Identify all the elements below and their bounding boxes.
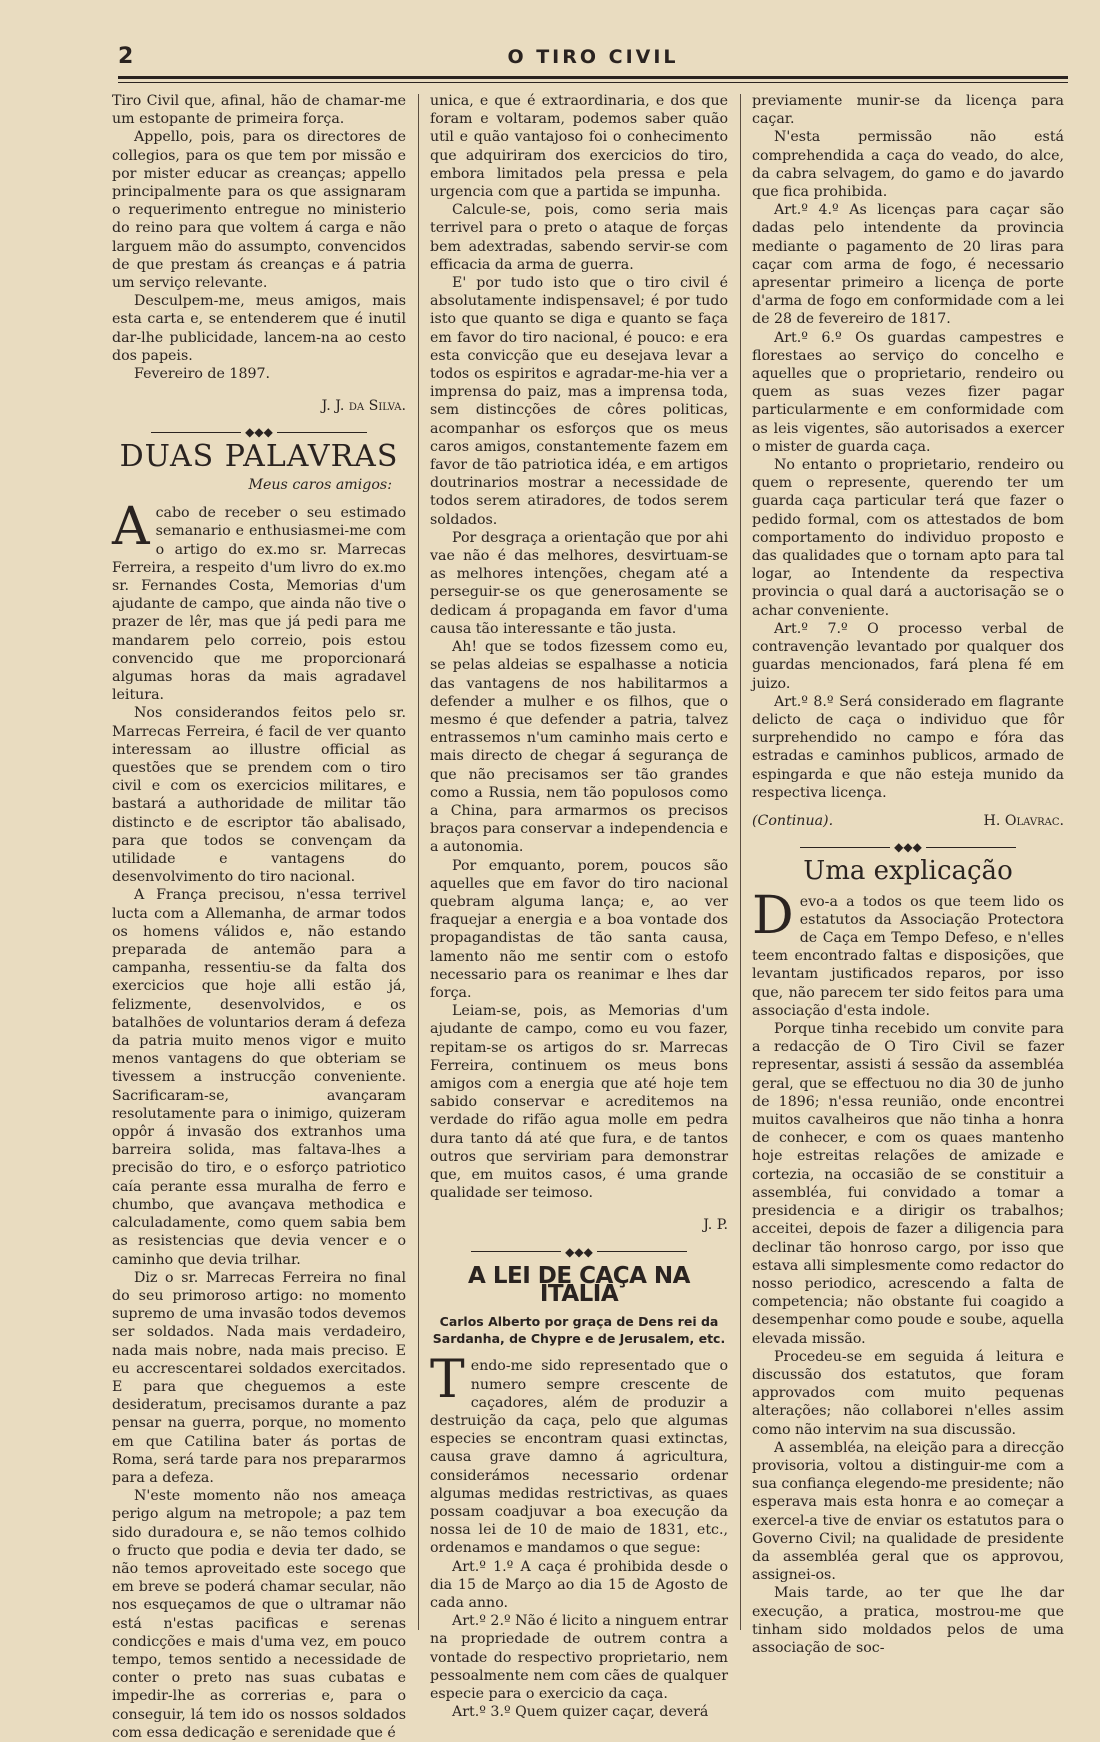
paragraph: Diz o sr. Marrecas Ferreira no final do seu primoroso artigo: no momento supremo de uma invasão todos devemos ser soldados. Nada mais verdadeiro, nada mais nobre, nada mais preciso. E eu accrescentarei soldados exercitados. E para que cheguemos a este desideratum, precisamos durante a paz pensar na guerra, porque, no momento em que Catilina bater ás portas de Roma, será tarde para nos prepararmos para a defeza. bbox=[112, 1269, 406, 1486]
masthead-title: O TIRO CIVIL bbox=[507, 46, 679, 68]
paragraph: Mais tarde, ao ter que lhe dar execução, a pratica, mostrou-me que tinham sido moldados pelos de uma associação de soc- bbox=[752, 1585, 1064, 1656]
paragraph: Art.º 7.º O processo verbal de contravenção levantado por qualquer dos guardas mencionados, fará plena fé em juizo. bbox=[752, 620, 1064, 692]
dateline: Fevereiro de 1897. bbox=[134, 366, 271, 383]
paragraph: Tiro Civil que, afinal, hão de chamar-me um estopante de primeira força. bbox=[112, 93, 406, 128]
paragraph: Art.º 1.º A caça é prohibida desde o dia 15 de Março ao dia 15 de Agosto de cada anno. bbox=[430, 1558, 728, 1611]
paragraph: Art.º 2.º Não é licito a ninguem entrar na propriedade de outrem contra a vontade do respectivo proprietario, nem pessoalmente nem com cães de qualquer especie para o exercicio da caça. bbox=[430, 1613, 728, 1702]
column-divider bbox=[740, 94, 741, 1630]
header-rule-thin bbox=[118, 82, 1068, 83]
drop-cap: A bbox=[112, 497, 150, 558]
paragraph: Desculpem-me, meus amigos, mais esta carta e, se entenderem que é inutil dar-lhe publicidade, lancem-na ao cesto dos papeis. bbox=[112, 293, 406, 364]
header-rule bbox=[118, 76, 1068, 79]
paragraph: Ah! que se todos fizessem como eu, se pelas aldeias se espalhasse a noticia das vantagens de nos habilitarmos a defender a mulher e os filhos, que o mesmo é que defender a patria, talvez entrassemos n'um caminho mais certo e mais directo de chegar á segurança de que não precisamos ser tão grandes como a Russia, nem tão populosos como a China, para armarmos os precisos braços para conservar a independencia e a autonomia. bbox=[430, 639, 728, 856]
paragraph: N'esta permissão não está comprehendida a caça do veado, do alce, da cabra selvagem, do gamo e do javardo que fica prohibida. bbox=[752, 129, 1064, 201]
paragraph: A assembléa, na eleição para a direcção provisoria, voltou a distinguir-me com a sua confiança elegendo-me presidente; não esperava mais esta honra e ao começar a exercel-a tive de enviar os estatutos para o Governo Civil; na qualidade de presidente da assembléa geral que os approvou, assignei-os. bbox=[752, 1439, 1064, 1584]
paragraph: No entanto o proprietario, rendeiro ou quem o represente, querendo ter um guarda caça particular terá que fazer o pedido formal, com os attestados de bom comportamento do individuo proposto e das qualidades que o tornam apto para tal logar, ao Intendente da respectiva provincia o qual dará a auctorisação se o achar conveniente. bbox=[752, 457, 1064, 619]
page-number: 2 bbox=[118, 44, 134, 69]
continuation-line bbox=[752, 812, 1064, 830]
article-subtitle: Carlos Alberto por graça de Dens rei da Sardanha, de Chypre e de Jerusalem, etc. bbox=[432, 1314, 726, 1347]
drop-cap: D bbox=[752, 885, 794, 946]
signature: J. P. bbox=[703, 1217, 728, 1234]
paragraph: unica, e que é extraordinaria, e dos que foram e voltaram, podemos saber quão util e quão vantajoso foi o conhecimento que adquiriram dos exercicios do tiro, embora limitados pela pressa e pela urgencia com que a partida se impunha. bbox=[430, 93, 728, 201]
paragraph: Calcule-se, pois, como seria mais terrivel para o preto o ataque de forças bem adextradas, sabendo servir-se com efficacia da arma de guerra. bbox=[430, 202, 728, 273]
paragraph: previamente munir-se da licença para caçar. bbox=[752, 93, 1064, 128]
paragraph: Leiam-se, pois, as Memorias d'um ajudante de campo, como eu vou fazer, repitam-se os artigos do sr. Marrecas Ferreira, continuem os meus bons amigos com a energia que até hoje tem sabido conservar e acreditemos na verdade do rifão agua molle em pedra dura tanto dá até que fura, e de tantos outros que serviriam para demonstrar que, em muitos casos, é uma grande qualidade ser teimoso. bbox=[430, 1003, 728, 1202]
paragraph: Devo-a a todos os que teem lido os estatutos da Associação Protectora de Caça em Tempo Defeso, e n'elles teem encontrado faltas e disposições, que levantam justificados reparos, por isso que, não parecem ter sido feitos para uma associação d'esta indole. bbox=[752, 885, 1064, 1019]
article-title: A LEI DE CAÇA NA ITALIA bbox=[468, 1262, 690, 1308]
article-title: Uma explicação bbox=[803, 856, 1013, 887]
paragraph: Art.º 4.º As licenças para caçar são dadas pelo intendente da provincia mediante o pagamento de 20 liras para caçar com arma de fogo, é necessario apresentar primeiro a licença de porte d'arma de fogo em conformidade com a lei de 28 de fevereiro de 1817. bbox=[752, 202, 1064, 328]
drop-cap: T bbox=[430, 1350, 465, 1411]
page-header bbox=[118, 42, 1068, 76]
paragraph: E' por tudo isto que o tiro civil é absolutamente indispensavel; é por tudo isto que quanto se diga e quanto se faça em favor do tiro nacional, é pouco: e era esta convicção que eu desejava levar a todos os espiritos e agradar-me-hia ver a imprensa do paiz, mas a imprensa toda, sem distincções de côres politicas, acompanhar os esforços que os meus caros amigos, constantemente fazem em favor de tão patriotica idéa, e em artigos doutrinarios mostrar a necessidade de todos serem atiradores, de todos serem soldados. bbox=[430, 275, 728, 528]
paragraph: Procedeu-se em seguida á leitura e discussão dos estatutos, que foram approvados com muito pequenas alterações; não collaborei n'elles assim como não intervim na sua discussão. bbox=[752, 1348, 1064, 1438]
column-1 bbox=[112, 92, 406, 1742]
paragraph: Art.º 3.º Quem quizer caçar, deverá bbox=[452, 1704, 709, 1721]
paragraph: Porque tinha recebido um convite para a redacção de O Tiro Civil se fazer representar, assisti á sessão da assembléa geral, que se effectuou no dia 30 de junho de 1896; n'essa reunião, onde encontrei muitos cavalheiros que não tinha a honra de conhecer, e com os quaes mantenho hoje estreitas relações de amizade e cortezia, na occasião de se constituir a assembléa, fui convidado a tomar a presidencia e a dirigir os trabalhos; acceitei, depois de fazer a diligencia para declinar tão honroso cargo, por isso que estava alli simplesmente como redactor do nosso periodico, acrescendo a falta de competencia; não obstante fui coagido a desempenhar como poude e soube, aquella elevada missão. bbox=[752, 1021, 1064, 1347]
paragraph: A França precisou, n'essa terrivel lucta com a Allemanha, de armar todos os homens válidos e, não estando preparada de antemão para a campanha, ressentiu-se da falta dos exercicios que hoje alli estão já, felizmente, desenvolvidos, e os batalhões de voluntarios deram á defeza da patria muito menos vigor e muito menos vantagens do que obteriam se tivessem a instrucção conveniente. Sacrificaram-se, avançaram resolutamente para o inimigo, quizeram oppôr á invasão dos extranhos uma barreira solida, mas faltava-lhes a precisão do tiro, e o esforço patriotico caía perante essa muralha de ferro e chumbo, que avançava methodica e calculadamente, como quem sabia bem as resistencias que devia vencer e o caminho que devia trilhar. bbox=[112, 887, 406, 1268]
ornament-divider: ◆◆◆ bbox=[752, 838, 1064, 856]
article-title: DUAS PALAVRAS bbox=[119, 438, 399, 474]
column-3 bbox=[752, 92, 1064, 1657]
paragraph: N'este momento não nos ameaça perigo algum na metropole; a paz tem sido duradoura e, se não temos colhido o fructo que podia e devia ter dado, se não temos aproveitado este socego que em breve se poderá chamar secular, não nos esqueçamos de que o ultramar não está n'estas pacificas e serenas condicções e mais d'uma vez, em pouco tempo, temos sentido a necessidade de conter o preto nas suas cubatas e impedir-lhe as correrias e, para o conseguir, lá tem ido os nossos soldados com essa dedicação e serenidade que é bbox=[112, 1488, 406, 1741]
paragraph: Por desgraça a orientação que por ahi vae não é das melhores, desvirtuam-se as melhores intenções, chegam até a perseguir-se os que generosamente se dedicam á propaganda em favor d'uma causa tão interessante e tão justa. bbox=[430, 529, 728, 637]
paragraph: Acabo de receber o seu estimado semanario e enthusiasmei-me com o artigo do ex.mo sr. Marrecas Ferreira, a respeito d'um livro do ex.mo sr. Fernandes Costa, Memorias d'um ajudante de campo, que ainda não tive o prazer de lêr, mas que já pedi para me mandarem pelo correio, pois estou convencido que me proporcionará algumas horas da mais agradavel leitura. bbox=[112, 497, 406, 704]
greeting: Meus caros amigos: bbox=[248, 476, 392, 493]
paragraph: Art.º 8.º Será considerado em flagrante delicto de caça o individuo que fôr surprehendido no campo e fóra das estradas e caminhos publicos, armado de espingarda e que não esteja munido da respectiva licença. bbox=[752, 693, 1064, 801]
paragraph: Tendo-me sido representado que o numero sempre crescente de caçadores, além de produzir a destruição da caça, pelo que algumas especies se encontram quasi extinctas, causa grave damno á agricultura, considerámos necessario ordenar algumas medidas restrictivas, as quaes possam coadjuvar a boa execução da nossa lei de 10 de maio de 1831, etc., ordenamos e mandamos o que segue: bbox=[430, 1350, 728, 1557]
ornament-divider: ◆◆◆ bbox=[430, 1243, 728, 1261]
paragraph: Nos considerandos feitos pelo sr. Marrecas Ferreira, é facil de ver quanto interessam ao illustre official as questões que se prendem com o tiro civil e com os exercicios militares, e bastará a authoridade de militar tão distincto e de escriptor tão abalisado, para que todos se convençam da utilidade e vantagens do desenvolvimento do tiro nacional. bbox=[112, 705, 406, 886]
paragraph: Appello, pois, para os directores de collegios, para os que tem por missão e por mister educar as creanças; appello principalmente para os que assignaram o requerimento entregue no ministerio do reino para que voltem á carga e não larguem mão do assumpto, convencidos de que prestam ás creanças e á patria um serviço relevante. bbox=[112, 129, 406, 292]
paragraph: Por emquanto, porem, poucos são aquelles que em favor do tiro nacional quebram alguma lança; e, ao ver fraquejar a energia e a boa vontade dos propagandistas de tão santa causa, lamento não me sentir com o estofo necessario para os reanimar e lhes dar força. bbox=[430, 857, 728, 1001]
ornament-divider: ◆◆◆ bbox=[112, 423, 406, 441]
continued-note: (Continua). bbox=[752, 812, 834, 829]
paragraph: Art.º 6.º Os guardas campestres e florestaes ao serviço do concelho e aquelles que o proprietario, rendeiro ou quem as suas vezes fizer pagar particularmente e em conformidade com as leis vigentes, são autorisados a exercer o mister de guarda caça. bbox=[752, 329, 1064, 455]
column-divider bbox=[418, 94, 419, 1630]
signature: J. J. da Silva. bbox=[321, 398, 406, 415]
signature: H. Olavrac. bbox=[983, 812, 1064, 829]
column-2 bbox=[430, 92, 728, 1721]
